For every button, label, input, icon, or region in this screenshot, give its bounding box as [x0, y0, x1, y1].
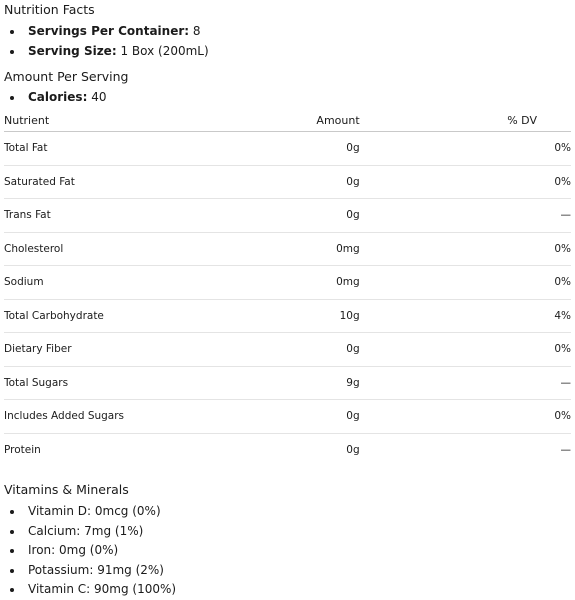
nutrient-name: Protein	[4, 443, 41, 456]
nutrient-dv: 4%	[360, 299, 571, 333]
nutrient-name: Total Sugars	[4, 366, 194, 400]
nutrient-amount: 0g	[194, 199, 360, 233]
list-item: Iron: 0mg (0%)	[4, 541, 176, 561]
nutrient-amount: 0g	[194, 165, 360, 199]
table-row	[4, 132, 571, 166]
nutrient-amount: 0g	[346, 443, 360, 456]
nutrient-amount: 0mg	[194, 232, 360, 266]
nutrition-facts-title: Nutrition Facts	[4, 2, 95, 17]
serving-size-value: 1 Box (200mL)	[120, 43, 209, 58]
list-item	[4, 88, 106, 108]
table-row	[4, 400, 571, 434]
calories-label: Calories:	[28, 90, 88, 104]
nutrient-column-header: Nutrient	[4, 110, 194, 132]
serving-info-list	[4, 22, 209, 61]
nutrient-table	[4, 110, 571, 466]
serving-size-label: Serving Size:	[28, 43, 117, 58]
table-header-row	[4, 110, 571, 132]
table-row	[4, 333, 571, 367]
list-item	[4, 42, 209, 62]
nutrient-dv: 0%	[360, 333, 571, 367]
servings-per-container-label: Servings Per Container:	[28, 24, 190, 38]
nutrient-dv: 0%	[360, 232, 571, 266]
nutrient-name: Cholesterol	[4, 232, 194, 266]
nutrient-amount: 0g	[194, 132, 360, 166]
table-row	[4, 199, 571, 233]
nutrient-amount: 0g	[194, 333, 360, 367]
nutrient-amount: 10g	[194, 299, 360, 333]
nutrient-amount: 0mg	[194, 266, 360, 300]
list-item: Vitamin D: 0mcg (0%)	[4, 502, 176, 522]
table-row	[4, 232, 571, 266]
table-row	[4, 366, 571, 400]
servings-per-container-value: 8	[192, 24, 201, 38]
nutrient-dv: 0%	[360, 266, 571, 300]
nutrient-name: Sodium	[4, 266, 194, 300]
table-row	[4, 165, 571, 199]
amount-column-header: Amount	[194, 110, 360, 132]
vitamins-list	[4, 502, 176, 600]
nutrient-dv: 0%	[360, 400, 571, 434]
nutrient-amount: 9g	[194, 366, 360, 400]
dv-column-header: % DV	[360, 110, 571, 132]
nutrient-name: Saturated Fat	[4, 165, 194, 199]
nutrient-dv: 0%	[360, 132, 571, 166]
nutrient-dv: —	[560, 443, 571, 456]
nutrient-dv: —	[360, 366, 571, 400]
table-row	[4, 433, 571, 466]
list-item: Potassium: 91mg (2%)	[4, 561, 176, 581]
calories-list	[4, 88, 106, 108]
list-item: Calcium: 7mg (1%)	[4, 522, 176, 542]
table-row	[4, 299, 571, 333]
nutrient-dv: —	[360, 199, 571, 233]
list-item: Vitamin C: 90mg (100%)	[4, 580, 176, 600]
amount-per-serving-title: Amount Per Serving	[4, 69, 129, 84]
nutrient-dv: 0%	[360, 165, 571, 199]
nutrient-amount: 0g	[194, 400, 360, 434]
calories-value: 40	[91, 90, 107, 104]
nutrient-name: Total Fat	[4, 132, 194, 166]
nutrient-name: Total Carbohydrate	[4, 299, 194, 333]
nutrient-name: Includes Added Sugars	[4, 400, 194, 434]
list-item	[4, 22, 209, 42]
nutrient-name: Dietary Fiber	[4, 333, 194, 367]
nutrient-name: Trans Fat	[4, 199, 194, 233]
vitamins-minerals-title: Vitamins & Minerals	[4, 482, 129, 497]
table-row	[4, 266, 571, 300]
